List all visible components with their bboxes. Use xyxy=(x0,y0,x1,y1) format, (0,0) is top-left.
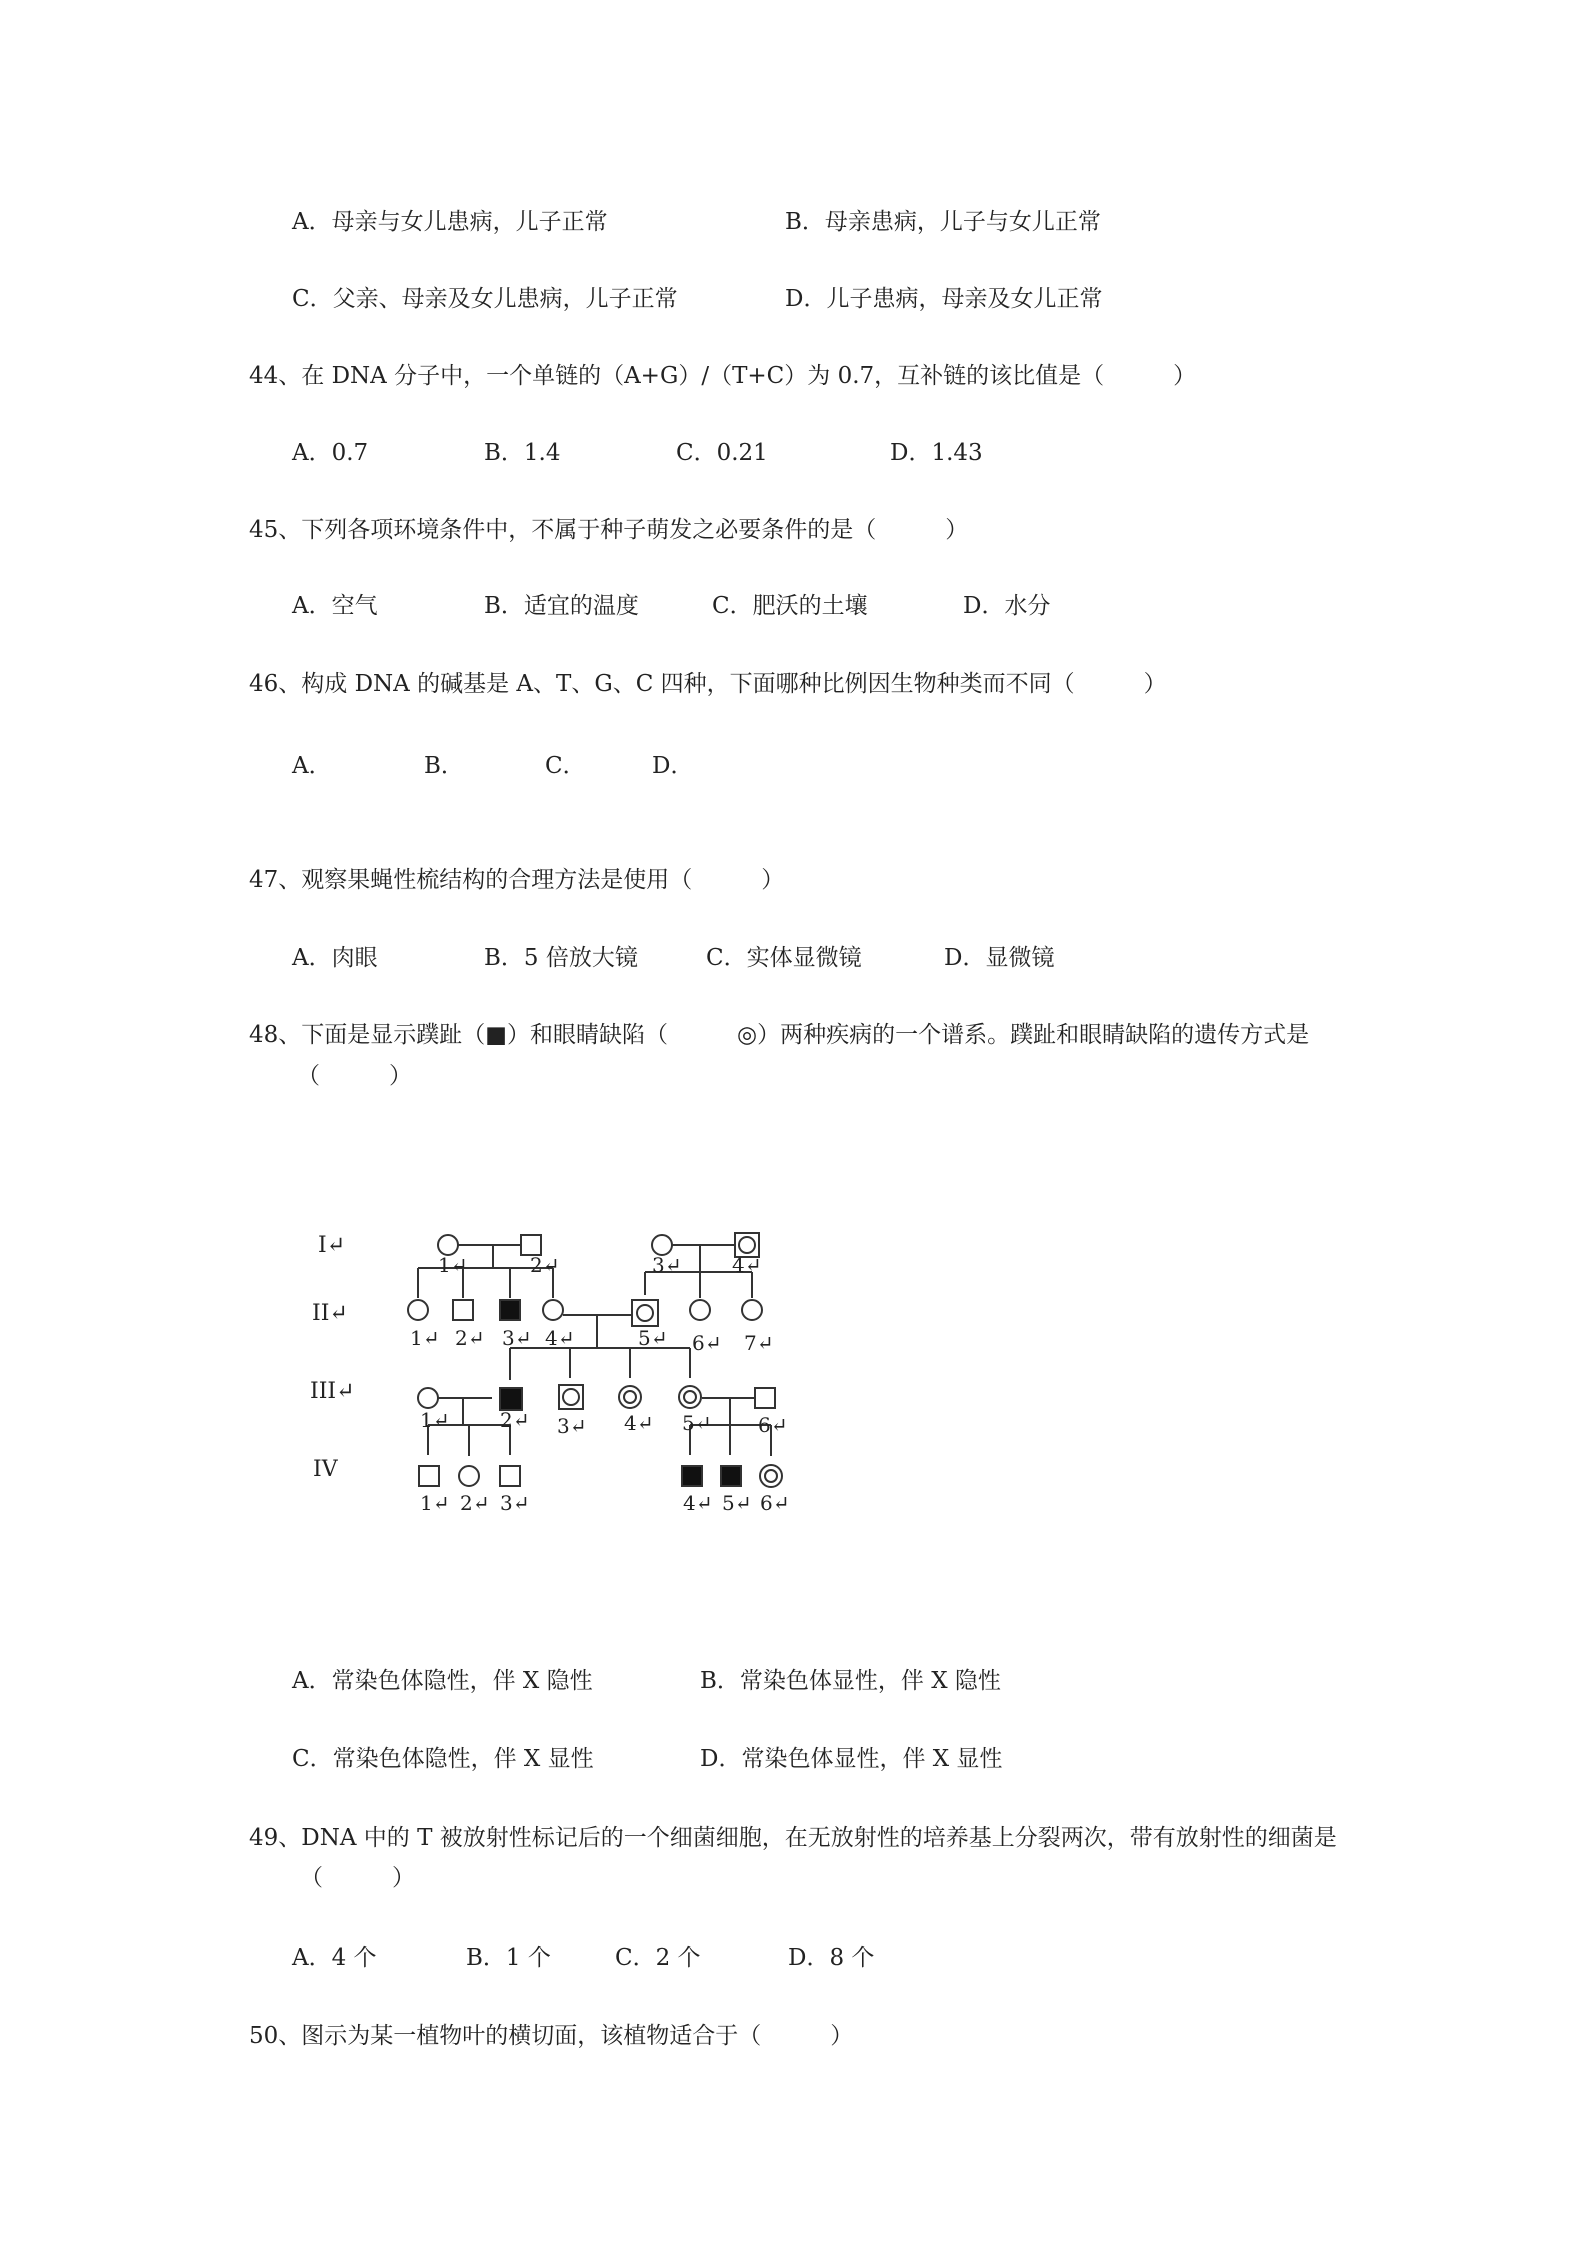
q47-option-a: A．肉眼 xyxy=(292,945,378,971)
q44-option-c: C．0.21 xyxy=(676,440,768,466)
q47-option-b: B．5 倍放大镜 xyxy=(484,945,638,971)
q48-stem-line1: 48、下面是显示蹼趾（■）和眼睛缺陷（ ◎）两种疾病的一个谱系。蹼趾和眼睛缺陷的遗传方式是 xyxy=(249,1022,1310,1048)
q45-option-c: C．肥沃的土壤 xyxy=(712,593,868,619)
pedigree-label: 2↵ xyxy=(460,1491,490,1515)
pedigree-gen-II: II↵ xyxy=(312,1301,348,1326)
q49-option-a: A．4 个 xyxy=(292,1945,377,1971)
q49-stem-line2: （ ） xyxy=(300,1865,415,1891)
pedigree-III2-male-affected-web xyxy=(500,1388,522,1410)
pedigree-label: 7↵ xyxy=(744,1331,774,1355)
pedigree-II2-male xyxy=(453,1300,473,1320)
pedigree-I2-male xyxy=(521,1235,541,1255)
q46-option-c: C． xyxy=(545,753,586,779)
q47-stem: 47、观察果蝇性梳结构的合理方法是使用（ ） xyxy=(249,867,785,893)
q48-option-b: B．常染色体显性，伴 X 隐性 xyxy=(700,1668,1001,1694)
q49-option-d: D．8 个 xyxy=(788,1945,875,1971)
q43-option-c: C．父亲、母亲及女儿患病，儿子正常 xyxy=(292,286,678,312)
pedigree-label: 5↵ xyxy=(638,1326,668,1350)
pedigree-I3-female xyxy=(652,1235,672,1255)
pedigree-label: 4↵ xyxy=(624,1411,654,1435)
pedigree-II1-female xyxy=(408,1300,428,1320)
q44-option-b: B．1.4 xyxy=(484,440,561,466)
pedigree-label: 4↵ xyxy=(545,1326,575,1350)
pedigree-label: 2↵ xyxy=(530,1253,560,1277)
q46-option-b: B． xyxy=(424,753,464,779)
pedigree-II7-female xyxy=(742,1300,762,1320)
pedigree-label: 2↵ xyxy=(455,1326,485,1350)
q48-option-d: D．常染色体显性，伴 X 显性 xyxy=(700,1746,1003,1772)
pedigree-label: 1↵ xyxy=(410,1326,440,1350)
pedigree-label: 6↵ xyxy=(760,1491,790,1515)
pedigree-III6-male xyxy=(755,1388,775,1408)
pedigree-label: 3↵ xyxy=(652,1253,682,1277)
q48-option-c: C．常染色体隐性，伴 X 显性 xyxy=(292,1746,594,1772)
pedigree-label: 6↵ xyxy=(692,1331,722,1355)
pedigree-label: 1↵ xyxy=(420,1491,450,1515)
pedigree-IV1-male xyxy=(419,1466,439,1486)
pedigree-label: 6↵ xyxy=(758,1413,788,1437)
pedigree-IV2-female xyxy=(459,1466,479,1486)
pedigree-IV5-male-affected-web xyxy=(721,1466,741,1486)
pedigree-II4-female xyxy=(543,1300,563,1320)
q45-option-d: D．水分 xyxy=(963,593,1051,619)
pedigree-II3-male-affected-web xyxy=(500,1300,520,1320)
pedigree-gen-IV: IV xyxy=(313,1457,338,1482)
pedigree-label: 5↵ xyxy=(722,1491,752,1515)
q44-option-d: D．1.43 xyxy=(890,440,983,466)
pedigree-gen-I: I↵ xyxy=(318,1233,346,1258)
q43-option-a: A．母亲与女儿患病，儿子正常 xyxy=(292,209,608,235)
pedigree-label: 4↵ xyxy=(683,1491,713,1515)
q47-option-d: D．显微镜 xyxy=(944,945,1055,971)
q45-stem: 45、下列各项环境条件中，不属于种子萌发之必要条件的是（ ） xyxy=(249,517,969,543)
q46-stem: 46、构成 DNA 的碱基是 A、T、G、C 四种，下面哪种比例因生物种类而不同（ ） xyxy=(249,671,1167,697)
pedigree-I1-female xyxy=(438,1235,458,1255)
pedigree-label: 5↵ xyxy=(682,1411,712,1435)
q46-option-d: D． xyxy=(652,753,694,779)
q49-option-b: B．1 个 xyxy=(466,1945,551,1971)
q43-option-d: D．儿子患病，母亲及女儿正常 xyxy=(785,286,1103,312)
pedigree-IV3-male xyxy=(500,1466,520,1486)
q45-option-a: A．空气 xyxy=(292,593,378,619)
pedigree-label: 3↵ xyxy=(500,1491,530,1515)
pedigree-III1-female xyxy=(418,1388,438,1408)
pedigree-label: 3↵ xyxy=(557,1414,587,1438)
pedigree-label: 2↵ xyxy=(500,1408,530,1432)
q44-option-a: A．0.7 xyxy=(292,440,369,466)
q49-stem-line1: 49、DNA 中的 T 被放射性标记后的一个细菌细胞，在无放射性的培养基上分裂两次，带有放射性的细菌是 xyxy=(249,1825,1337,1851)
q48-stem-line2: （ ） xyxy=(297,1063,412,1089)
pedigree-II6-female xyxy=(690,1300,710,1320)
q49-option-c: C．2 个 xyxy=(615,1945,701,1971)
q45-option-b: B．适宜的温度 xyxy=(484,593,639,619)
q47-option-c: C．实体显微镜 xyxy=(706,945,862,971)
pedigree-label: 1↵ xyxy=(420,1408,450,1432)
pedigree-gen-III: III↵ xyxy=(310,1379,355,1404)
pedigree-label: 4↵ xyxy=(732,1253,762,1277)
q48-option-a: A．常染色体隐性，伴 X 隐性 xyxy=(292,1668,593,1694)
pedigree-label: 3↵ xyxy=(502,1326,532,1350)
q50-stem: 50、图示为某一植物叶的横切面，该植物适合于（ ） xyxy=(249,2023,854,2049)
pedigree-label: 1↵ xyxy=(438,1253,468,1277)
q43-option-b: B．母亲患病，儿子与女儿正常 xyxy=(785,209,1101,235)
q46-option-a: A． xyxy=(292,753,332,779)
q44-stem: 44、在 DNA 分子中，一个单链的（A+G）/（T+C）为 0.7，互补链的该比值是（ ） xyxy=(249,363,1197,389)
pedigree-IV4-male-affected-web xyxy=(682,1466,702,1486)
